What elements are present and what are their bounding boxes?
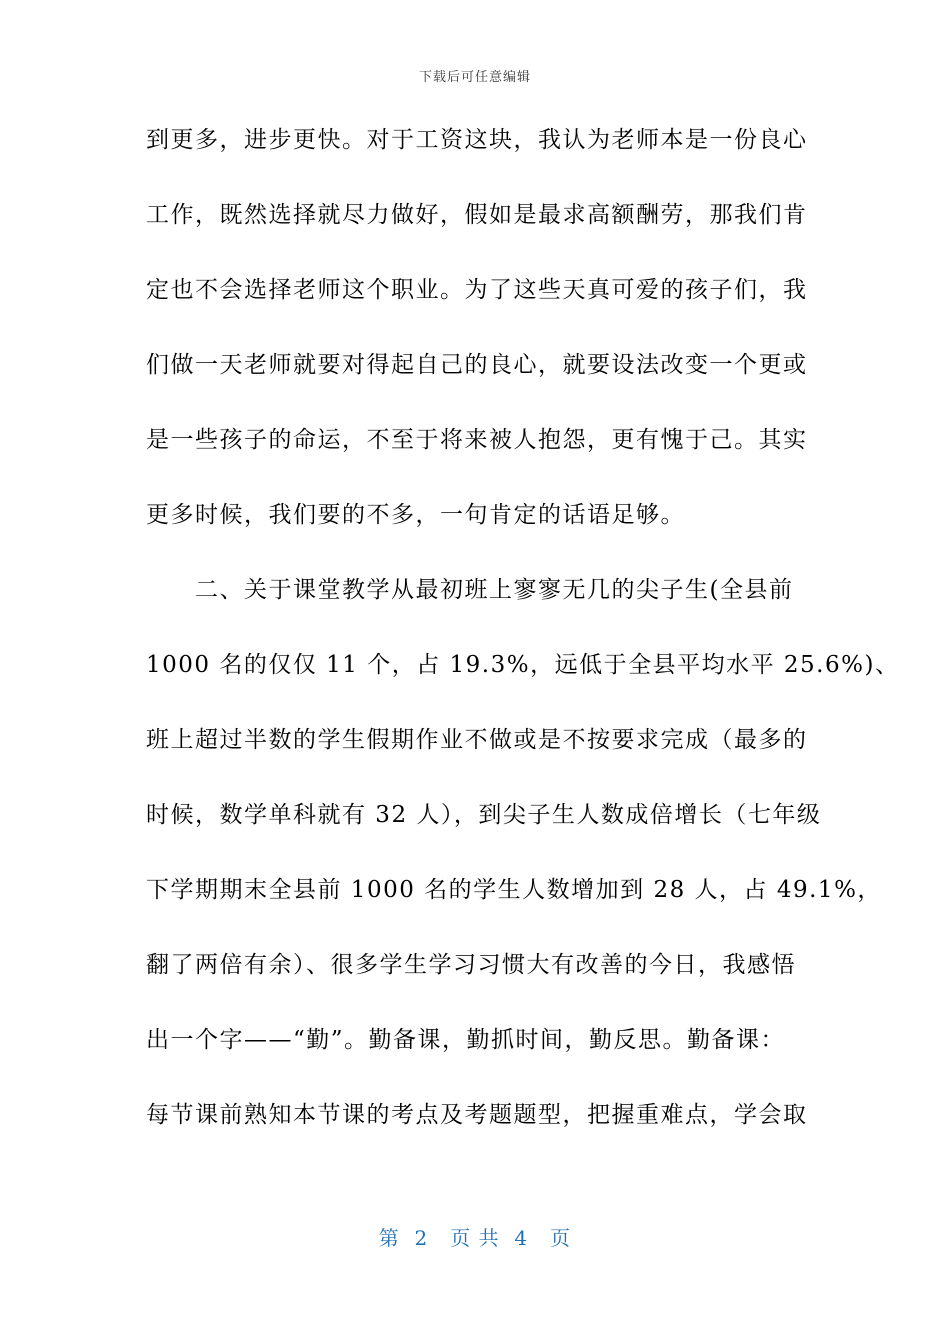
text-line: 1000 名的仅仅 11 个，占 19.3%，远低于全县平均水平 25.6%)、: [146, 652, 900, 678]
text-line: 更多时候，我们要的不多，一句肯定的话语足够。: [146, 502, 685, 528]
page-number-footer: 第 2 页 共 4 页: [378, 1226, 572, 1250]
header-note: 下载后可任意编辑: [418, 70, 531, 85]
text-line: 二、关于课堂教学从最初班上寥寥无几的尖子生(全县前: [146, 577, 794, 603]
text-line: 定也不会选择老师这个职业。为了这些天真可爱的孩子们，我: [146, 277, 808, 303]
text-line: 班上超过半数的学生假期作业不做或是不按要求完成（最多的: [146, 727, 808, 753]
text-line: 是一些孩子的命运，不至于将来被人抱怨，更有愧于己。其实: [146, 427, 808, 453]
text-line: 工作，既然选择就尽力做好，假如是最求高额酬劳，那我们肯: [146, 202, 808, 228]
text-line: 下学期期末全县前 1000 名的学生人数增加到 28 人，占 49.1%，: [146, 877, 882, 903]
body-text: [146, 103, 900, 1153]
text-line: 出一个字——“勤”。勤备课，勤抓时间，勤反思。勤备课：: [146, 1027, 786, 1053]
text-line: 到更多，进步更快。对于工资这块，我认为老师本是一份良心: [146, 127, 808, 153]
text-line: 们做一天老师就要对得起自己的良心，就要设法改变一个更或: [146, 352, 808, 378]
text-line: 翻了两倍有余）、很多学生学习习惯大有改善的今日，我感悟: [146, 952, 796, 978]
text-line: 时候，数学单科就有 32 人），到尖子生人数成倍增长（七年级: [146, 802, 822, 828]
text-line: 每节课前熟知本节课的考点及考题题型，把握重难点，学会取: [146, 1102, 808, 1128]
